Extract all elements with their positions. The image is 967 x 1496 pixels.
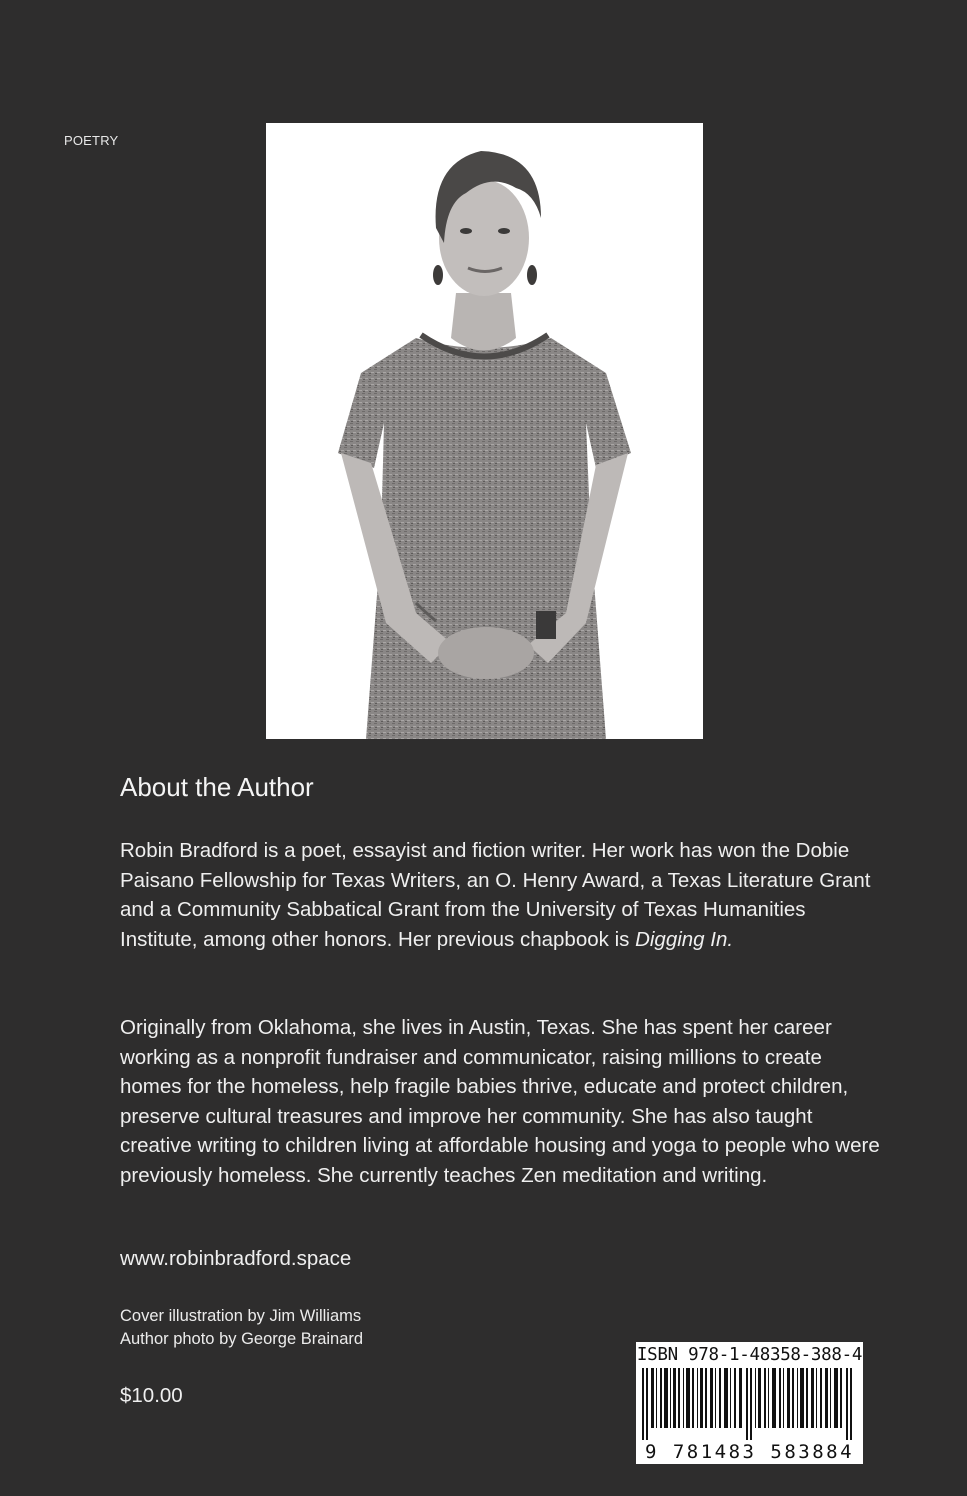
barcode-digits: 9 781483 583884 xyxy=(636,1441,863,1463)
price: $10.00 xyxy=(120,1384,183,1407)
chapbook-title: Digging In. xyxy=(635,927,734,951)
bio-paragraph-2: Originally from Oklahoma, she lives in Austin, Texas. She has spent her career working as a nonprofit fundraiser and communicator, raising millions to create homes for the homeless, help fragile babies thrive, educate and protect children, preserve cultural treasures and improve her community. She has also taught creative writing to children living at affordable housing and yoga to people who were previously homeless. She currently teaches Zen meditation and writing. xyxy=(120,1016,880,1187)
author-photo xyxy=(266,123,703,739)
genre-label: POETRY xyxy=(64,133,119,148)
isbn-barcode xyxy=(636,1342,863,1464)
author-website: www.robinbradford.space xyxy=(120,1247,352,1270)
cover-credit: Cover illustration by Jim Williams xyxy=(120,1307,362,1325)
bio-paragraph-1-text: Robin Bradford is a poet, essayist and fiction writer. Her work has won the Dobie Paisano Fellowship for Texas Writers, an O. Henry Award, a Texas Literature Grant and a Community Sabbatical Grant from the University of Texas Humanities Institute, among other honors. Her previous chapbook is xyxy=(120,839,871,951)
photo-credit: Author photo by George Brainard xyxy=(120,1330,364,1348)
about-heading: About the Author xyxy=(120,772,314,802)
author-portrait-icon xyxy=(266,123,703,739)
isbn-number: ISBN 978-1-48358-388-4 xyxy=(636,1345,863,1365)
bio-paragraph-1 xyxy=(120,836,880,954)
barcode-bars-icon xyxy=(642,1368,857,1440)
credits xyxy=(120,1305,363,1351)
